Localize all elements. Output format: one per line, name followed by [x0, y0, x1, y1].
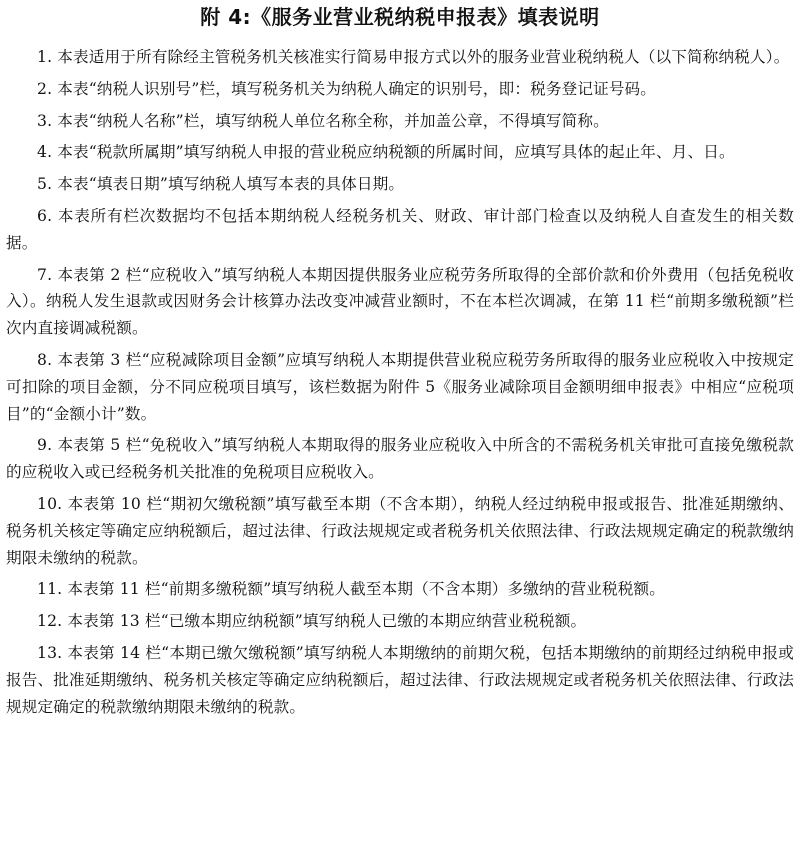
instruction-item-13: 13. 本表第 14 栏“本期已缴欠缴税额”填写纳税人本期缴纳的前期欠税，包括本期缴纳的前期经过纳税申报或报告、批准延期缴纳、税务机关核定等确定应纳税额后，超过法律、行政法规规定或者税务机关依照法律、行政法规规定确定的税款缴纳期限未缴纳的税款。: [6, 643, 794, 716]
instruction-item-3: 3. 本表“纳税人名称”栏，填写纳税人单位名称全称，并加盖公章，不得填写简称。: [37, 111, 609, 130]
instruction-item-11: 11. 本表第 11 栏“前期多缴税额”填写纳税人截至本期（不含本期）多缴纳的营业税税额。: [37, 580, 665, 599]
document-title: 附 4:《服务业营业税纳税申报表》填表说明: [200, 5, 600, 29]
instruction-item-5: 5. 本表“填表日期”填写纳税人填写本表的具体日期。: [37, 175, 405, 194]
instruction-item-6: 6. 本表所有栏次数据均不包括本期纳税人经税务机关、财政、审计部门检查以及纳税人自查发生的相关数据。: [6, 206, 794, 252]
instruction-item-8: 8. 本表第 3 栏“应税减除项目金额”应填写纳税人本期提供营业税应税劳务所取得的服务业应税收入中按规定可扣除的项目金额，分不同应税项目填写，该栏数据为附件 5《服务业减除项目金额明细申报表》中相应“应税项目”的“金额小计”数。: [6, 350, 794, 423]
instruction-item-9: 9. 本表第 5 栏“免税收入”填写纳税人本期取得的服务业应税收入中所含的不需税务机关审批可直接免缴税款的应税收入或已经税务机关批准的免税项目应税收入。: [6, 436, 794, 482]
instruction-item-4: 4. 本表“税款所属期”填写纳税人申报的营业税应纳税额的所属时间，应填写具体的起止年、月、日。: [37, 143, 735, 162]
instruction-item-12: 12. 本表第 13 栏“已缴本期应纳税额”填写纳税人已缴的本期应纳营业税税额。: [37, 612, 587, 631]
instruction-item-1: 1. 本表适用于所有除经主管税务机关核准实行简易申报方式以外的服务业营业税纳税人（以下简称纳税人）。: [37, 48, 790, 66]
instruction-item-10: 10. 本表第 10 栏“期初欠缴税额”填写截至本期（不含本期），纳税人经过纳税申报或报告、批准延期缴纳、税务机关核定等确定应纳税额后，超过法律、行政法规规定或者税务机关依照法律、行政法规规定确定的税款缴纳期限未缴纳的税款。: [6, 494, 794, 567]
instruction-item-7: 7. 本表第 2 栏“应税收入”填写纳税人本期因提供服务业应税劳务所取得的全部价款和价外费用（包括免税收入）。纳税人发生退款或因财务会计核算办法改变冲减营业额时，不在本栏次调减，在第 11 栏“前期多缴税额”栏次内直接调减税额。: [6, 265, 794, 338]
instruction-item-2: 2. 本表“纳税人识别号”栏，填写税务机关为纳税人确定的识别号，即：税务登记证号码。: [37, 79, 657, 98]
